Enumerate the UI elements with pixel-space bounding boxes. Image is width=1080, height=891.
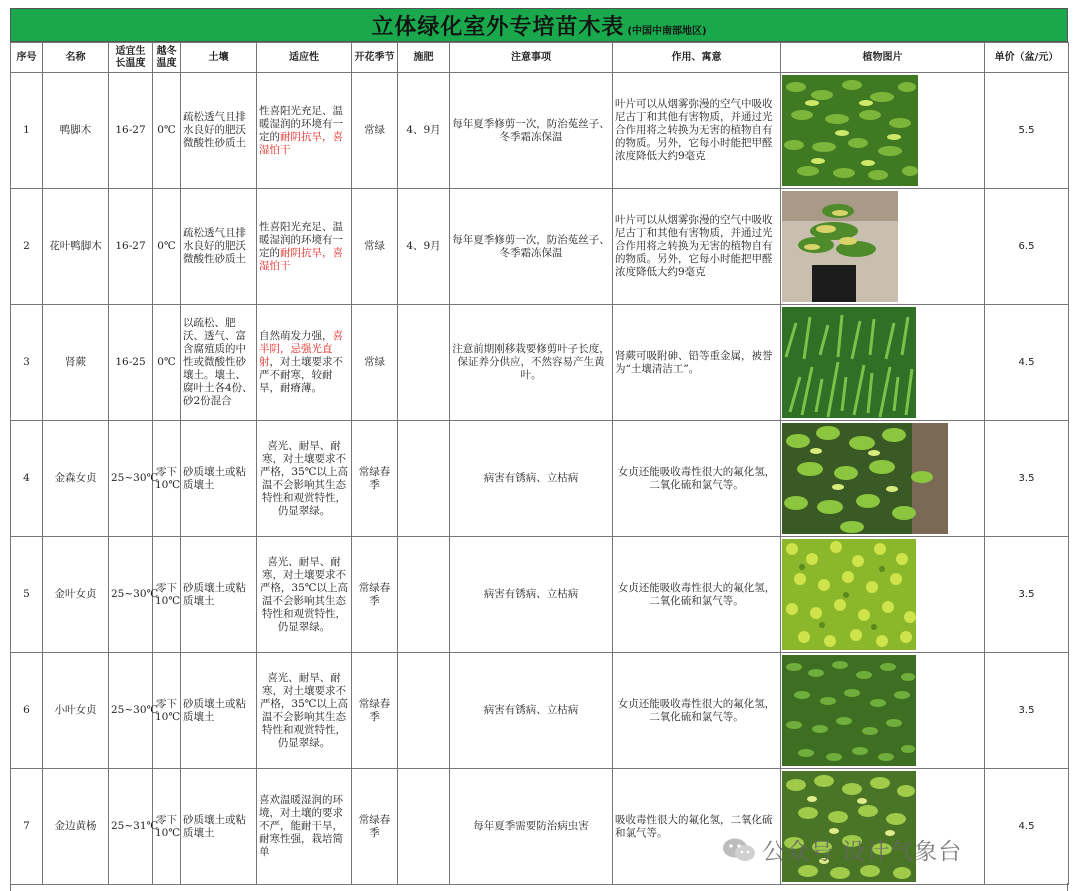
cell-image bbox=[781, 421, 985, 537]
cell-soil: 砂质壤土或粘质壤土 bbox=[181, 653, 257, 769]
table-row bbox=[11, 653, 1069, 769]
cell-soil: 砂质壤土或粘质壤土 bbox=[181, 769, 257, 885]
cell-effect: 肾蕨可吸附砷、铅等重金属，被誉为“土壤清洁工”。 bbox=[613, 305, 781, 421]
cell-effect: 叶片可以从烟雾弥漫的空气中吸收尼古丁和其他有害物质，并通过光合作用将之转换为无害的植物自有的物质。另外，它每小时能把甲醛浓度降低大约9毫克 bbox=[613, 73, 781, 189]
cell-fert bbox=[398, 653, 450, 769]
cell-name: 金叶女贞 bbox=[43, 537, 109, 653]
cell-image bbox=[781, 189, 985, 305]
cell-effect: 吸收毒性很大的氟化氢，二氧化硫和氯气等。 bbox=[613, 769, 781, 885]
adapt-text: 喜欢温暖湿润的环境，对土壤的要求不严，能耐干旱，耐寒性强，栽培简单 bbox=[259, 794, 343, 858]
cell-winter: 零下10℃ bbox=[153, 537, 181, 653]
header-row bbox=[11, 43, 1069, 73]
cell-no: 3 bbox=[11, 305, 43, 421]
cell-temp: 25~30℃ bbox=[109, 653, 153, 769]
cell-no: 2 bbox=[11, 189, 43, 305]
table-row bbox=[11, 537, 1069, 653]
header-soil: 土壤 bbox=[181, 43, 257, 73]
cell-image bbox=[781, 653, 985, 769]
plant-table bbox=[10, 42, 1069, 885]
cell-price: 5.5 bbox=[985, 73, 1069, 189]
cell-adapt bbox=[257, 653, 352, 769]
cell-fert bbox=[398, 769, 450, 885]
page-subtitle: (中国中南部地区) bbox=[627, 25, 707, 37]
cell-effect: 女贞还能吸收毒性很大的氟化氢，二氧化硫和氯气等。 bbox=[613, 421, 781, 537]
header-adapt: 适应性 bbox=[257, 43, 352, 73]
cell-winter: 零下10℃ bbox=[153, 769, 181, 885]
cell-adapt bbox=[257, 73, 352, 189]
adapt-highlight: 喜半阴，忌强光直射 bbox=[259, 330, 343, 368]
cell-temp: 25~30℃ bbox=[109, 421, 153, 537]
cell-soil: 疏松透气且排水良好的肥沃微酸性砂质土 bbox=[181, 73, 257, 189]
cell-price: 3.5 bbox=[985, 421, 1069, 537]
cell-bloom: 常绿 bbox=[352, 305, 398, 421]
header-bloom: 开花季节 bbox=[352, 43, 398, 73]
cell-no: 1 bbox=[11, 73, 43, 189]
wechat-icon bbox=[722, 837, 756, 863]
cell-soil: 砂质壤土或粘质壤土 bbox=[181, 537, 257, 653]
cell-adapt bbox=[257, 537, 352, 653]
cell-bloom: 常绿春季 bbox=[352, 421, 398, 537]
header-notes: 注意事项 bbox=[450, 43, 613, 73]
cell-price: 3.5 bbox=[985, 537, 1069, 653]
cell-bloom: 常绿 bbox=[352, 73, 398, 189]
cell-price: 4.5 bbox=[985, 305, 1069, 421]
adapt-text: 喜光、耐旱、耐寒，对土壤要求不严格，35℃以上高温不会影响其生态特性和观赏特性，仍显翠绿。 bbox=[259, 555, 349, 633]
cell-temp: 16-27 bbox=[109, 189, 153, 305]
cell-notes: 病害有锈病、立枯病 bbox=[450, 421, 613, 537]
cell-bloom: 常绿 bbox=[352, 189, 398, 305]
table-row bbox=[11, 73, 1069, 189]
cell-temp: 16-25 bbox=[109, 305, 153, 421]
cell-notes: 每年夏季需要防治病虫害 bbox=[450, 769, 613, 885]
next-row-edge bbox=[10, 883, 1068, 891]
cell-temp: 25~31℃ bbox=[109, 769, 153, 885]
cell-notes: 每年夏季修剪一次，防治菟丝子、冬季霜冻保温 bbox=[450, 73, 613, 189]
adapt-text: 喜光、耐旱、耐寒，对土壤要求不严格，35℃以上高温不会影响其生态特性和观赏特性，仍显翠绿。 bbox=[259, 439, 349, 517]
cell-effect: 叶片可以从烟雾弥漫的空气中吸收尼古丁和其他有害物质，并通过光合作用将之转换为无害的植物自有的物质。另外，它每小时能把甲醛浓度降低大约9毫克 bbox=[613, 189, 781, 305]
cell-winter: 零下10℃ bbox=[153, 421, 181, 537]
cell-image bbox=[781, 769, 985, 885]
header-fert: 施肥 bbox=[398, 43, 450, 73]
cell-adapt bbox=[257, 421, 352, 537]
adapt-highlight: 耐阴抗旱，喜湿怕干 bbox=[259, 246, 343, 272]
golden-privet-photo bbox=[782, 539, 916, 650]
cell-image bbox=[781, 537, 985, 653]
cell-no: 7 bbox=[11, 769, 43, 885]
cell-price: 6.5 bbox=[985, 189, 1069, 305]
cell-soil: 疏松透气且排水良好的肥沃微酸性砂质土 bbox=[181, 189, 257, 305]
adapt-highlight: 耐阴抗旱，喜湿怕干 bbox=[259, 130, 343, 156]
cell-bloom: 常绿春季 bbox=[352, 769, 398, 885]
boston-fern-photo bbox=[782, 307, 916, 418]
cell-effect: 女贞还能吸收毒性很大的氟化氢，二氧化硫和氯气等。 bbox=[613, 653, 781, 769]
adapt-text: 喜光、耐旱、耐寒，对土壤要求不严格，35℃以上高温不会影响其生态特性和观赏特性，仍显翠绿。 bbox=[259, 671, 349, 749]
cell-name: 肾蕨 bbox=[43, 305, 109, 421]
cell-adapt bbox=[257, 305, 352, 421]
cell-notes: 病害有锈病、立枯病 bbox=[450, 653, 613, 769]
cell-image bbox=[781, 73, 985, 189]
cell-name: 鸭脚木 bbox=[43, 73, 109, 189]
header-no: 序号 bbox=[11, 43, 43, 73]
cell-name: 花叶鸭脚木 bbox=[43, 189, 109, 305]
variegated-schefflera-pot-photo bbox=[782, 191, 898, 302]
cell-adapt bbox=[257, 769, 352, 885]
watermark bbox=[722, 833, 962, 866]
header-effect: 作用、寓意 bbox=[613, 43, 781, 73]
cell-effect: 女贞还能吸收毒性很大的氟化氢，二氧化硫和氯气等。 bbox=[613, 537, 781, 653]
ligustrum-gold-photo bbox=[782, 423, 948, 534]
table-row bbox=[11, 305, 1069, 421]
cell-name: 金边黄杨 bbox=[43, 769, 109, 885]
cell-temp: 16-27 bbox=[109, 73, 153, 189]
cell-price: 4.5 bbox=[985, 769, 1069, 885]
cell-temp: 25~30℃ bbox=[109, 537, 153, 653]
cell-notes: 病害有锈病、立枯病 bbox=[450, 537, 613, 653]
cell-adapt bbox=[257, 189, 352, 305]
cell-name: 小叶女贞 bbox=[43, 653, 109, 769]
cell-fert bbox=[398, 305, 450, 421]
cell-image bbox=[781, 305, 985, 421]
watermark-text: 公众号 设计气象台 bbox=[762, 839, 963, 865]
title-bar bbox=[10, 8, 1068, 42]
schefflera-hedge-photo bbox=[782, 75, 918, 186]
cell-notes: 每年夏季修剪一次，防治菟丝子、冬季霜冻保温 bbox=[450, 189, 613, 305]
cell-winter: 零下10℃ bbox=[153, 653, 181, 769]
cell-fert bbox=[398, 537, 450, 653]
table-row bbox=[11, 189, 1069, 305]
cell-winter: 0℃ bbox=[153, 73, 181, 189]
cell-bloom: 常绿春季 bbox=[352, 653, 398, 769]
cell-soil: 以疏松、肥沃、透气、富含腐殖质的中性或微酸性砂壤土。壤土、腐叶土各4份、砂2份混合 bbox=[181, 305, 257, 421]
cell-winter: 0℃ bbox=[153, 189, 181, 305]
cell-no: 6 bbox=[11, 653, 43, 769]
header-temp: 适宜生长温度 bbox=[109, 43, 153, 73]
table-row bbox=[11, 769, 1069, 885]
header-winter: 越冬温度 bbox=[153, 43, 181, 73]
header-price: 单价（盆/元） bbox=[985, 43, 1069, 73]
spreadsheet bbox=[10, 8, 1068, 885]
cell-no: 5 bbox=[11, 537, 43, 653]
cell-notes: 注意前期刚移栽要修剪叶子长度，保证养分供应，不然容易产生黄叶。 bbox=[450, 305, 613, 421]
cell-price: 3.5 bbox=[985, 653, 1069, 769]
adapt-text-tail: ，对土壤要求不严不耐寒，较耐旱，耐瘠薄。 bbox=[259, 356, 343, 394]
small-leaf-privet-photo bbox=[782, 655, 916, 766]
adapt-text: 性喜阳光充足、温暖湿润的环境有一定的 bbox=[259, 104, 343, 143]
adapt-text: 性喜阳光充足、温暖湿润的环境有一定的 bbox=[259, 220, 343, 259]
cell-soil: 砂质壤土或粘质壤土 bbox=[181, 421, 257, 537]
cell-bloom: 常绿春季 bbox=[352, 537, 398, 653]
adapt-text: 自然萌发力强， bbox=[259, 330, 333, 342]
table-row bbox=[11, 421, 1069, 537]
cell-name: 金森女贞 bbox=[43, 421, 109, 537]
cell-fert: 4、9月 bbox=[398, 73, 450, 189]
cell-winter: 0℃ bbox=[153, 305, 181, 421]
cell-fert bbox=[398, 421, 450, 537]
header-name: 名称 bbox=[43, 43, 109, 73]
cell-fert: 4、9月 bbox=[398, 189, 450, 305]
cell-no: 4 bbox=[11, 421, 43, 537]
header-image: 植物图片 bbox=[781, 43, 985, 73]
page-title: 立体绿化室外专培苗木表 bbox=[371, 14, 625, 40]
